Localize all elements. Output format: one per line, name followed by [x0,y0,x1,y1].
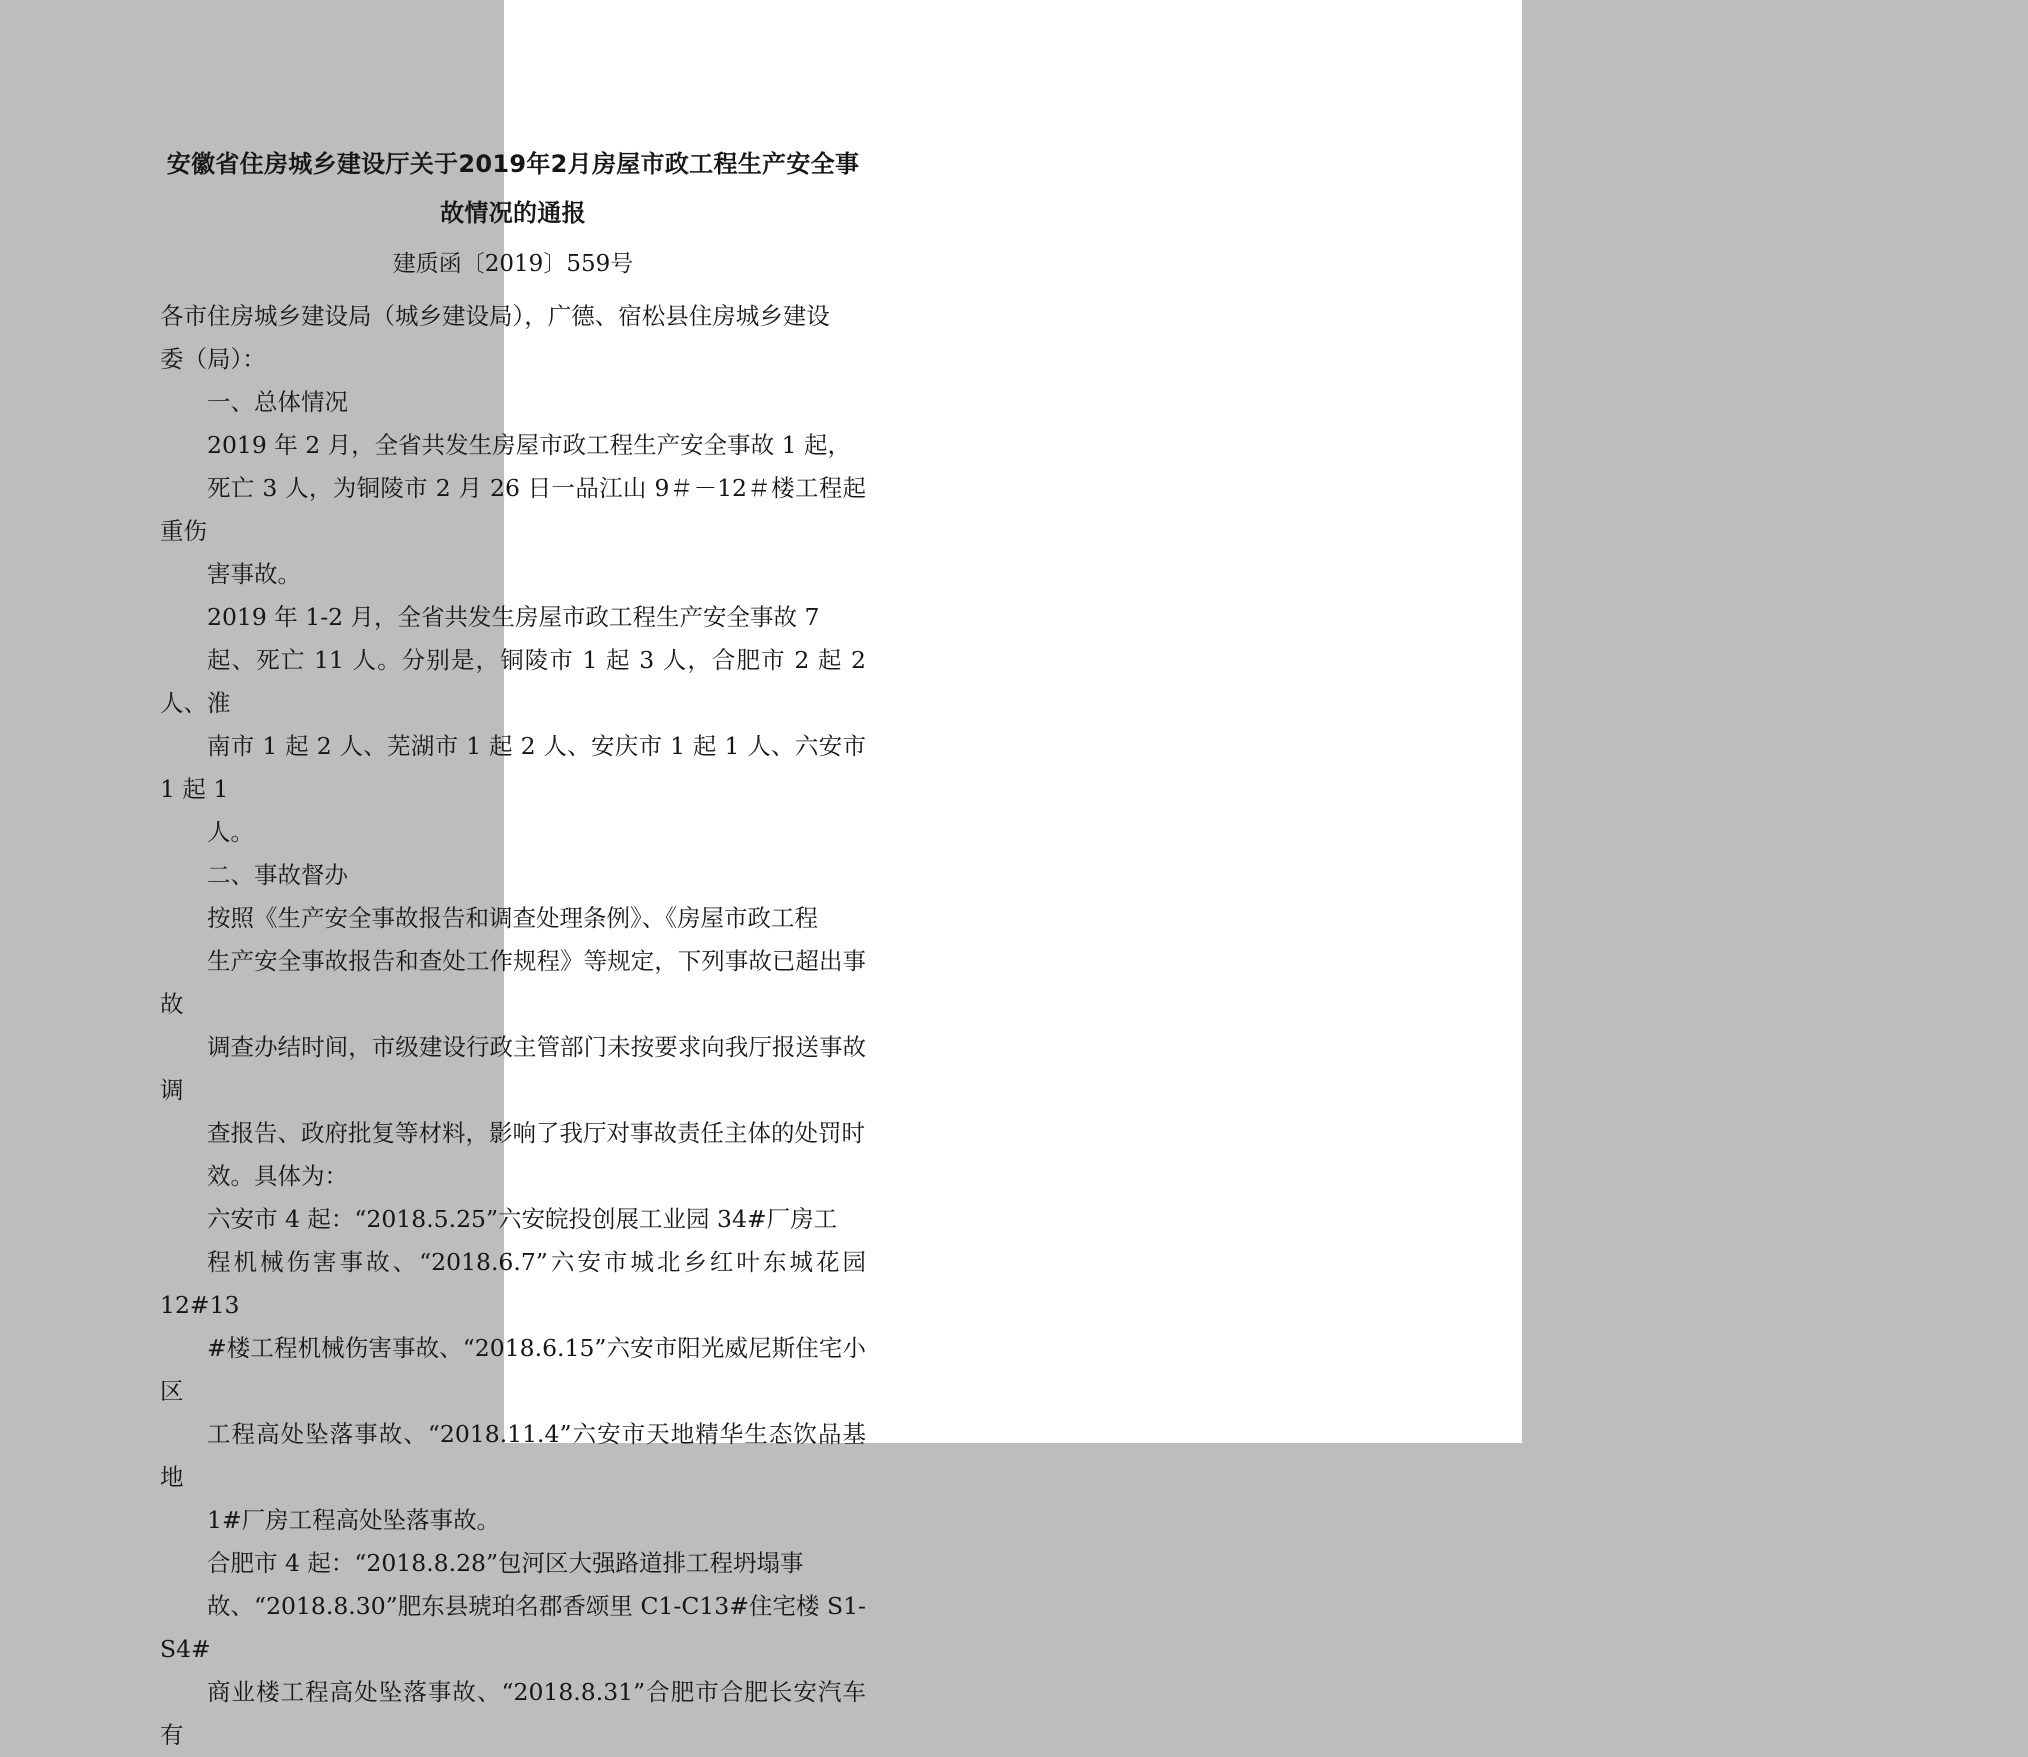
paragraph-hefei [160,1542,866,1757]
text-line: 2019 年 2 月，全省共发生房屋市政工程生产安全事故 1 起， [207,431,852,459]
text-line: 二、事故督办 [207,861,348,889]
paragraph-february [160,424,866,596]
paragraph-regulation [160,897,866,1198]
text-line: 合肥市 4 起：“2018.8.28”包河区大强路道排工程坍塌事 [207,1549,804,1577]
text-line: 1#厂房工程高处坠落事故。 [207,1506,501,1534]
text-line: 起、死亡 11 人。分别是，铜陵市 1 起 3 人，合肥市 2 起 2 人、淮 [160,646,866,717]
text-line: 六安市 4 起：“2018.5.25”六安皖投创展工业园 34#厂房工 [207,1205,838,1233]
text-line: 委（局）： [160,345,266,373]
text-line: 商业楼工程高处坠落事故、“2018.8.31”合肥市合肥长安汽车有 [160,1678,866,1749]
text-line: #楼工程机械伤害事故、“2018.6.15”六安市阳光威尼斯住宅小区 [160,1334,866,1405]
text-line: 一、总体情况 [207,388,348,416]
text-line: 生产安全事故报告和查处工作规程》等规定，下列事故已超出事故 [160,947,866,1018]
text-line: 死亡 3 人，为铜陵市 2 月 26 日一品江山 9＃－12＃楼工程起重伤 [160,474,866,545]
title-line-2: 故情况的通报 [440,199,586,227]
paragraph-january-february [160,596,866,854]
text-line: 工程高处坠落事故、“2018.11.4”六安市天地精华生态饮品基地 [160,1420,866,1491]
recipient-paragraph [160,295,866,381]
section-heading-supervision [160,854,866,897]
document-body [160,295,866,1757]
text-line: 程机械伤害事故、“2018.6.7”六安市城北乡红叶东城花园 12#13 [160,1248,866,1319]
text-line: 各市住房城乡建设局（城乡建设局），广德、宿松县住房城乡建设 [160,302,830,330]
text-line: 故、“2018.8.30”肥东县琥珀名郡香颂里 C1-C13#住宅楼 S1-S4# [160,1592,866,1663]
text-line: 害事故。 [207,560,301,588]
paragraph-luan [160,1198,866,1542]
text-line: 人。 [207,818,254,846]
title-line-1: 安徽省住房城乡建设厅关于2019年2月房屋市政工程生产安全事 [166,150,860,178]
text-line: 按照《生产安全事故报告和调查处理条例》、《房屋市政工程 [207,904,818,932]
text-line: 南市 1 起 2 人、芜湖市 1 起 2 人、安庆市 1 起 1 人、六安市 1 起 1 [160,732,866,803]
section-heading-overall [160,381,866,424]
document-title [160,140,866,238]
text-line: 2019 年 1-2 月，全省共发生房屋市政工程生产安全事故 7 [207,603,820,631]
text-line: 效。具体为： [207,1162,348,1190]
document-number: 建质函〔2019〕559号 [392,251,634,277]
text-line: 调查办结时间，市级建设行政主管部门未按要求向我厅报送事故调 [160,1033,866,1104]
text-line: 查报告、政府批复等材料，影响了我厅对事故责任主体的处罚时 [207,1119,865,1147]
